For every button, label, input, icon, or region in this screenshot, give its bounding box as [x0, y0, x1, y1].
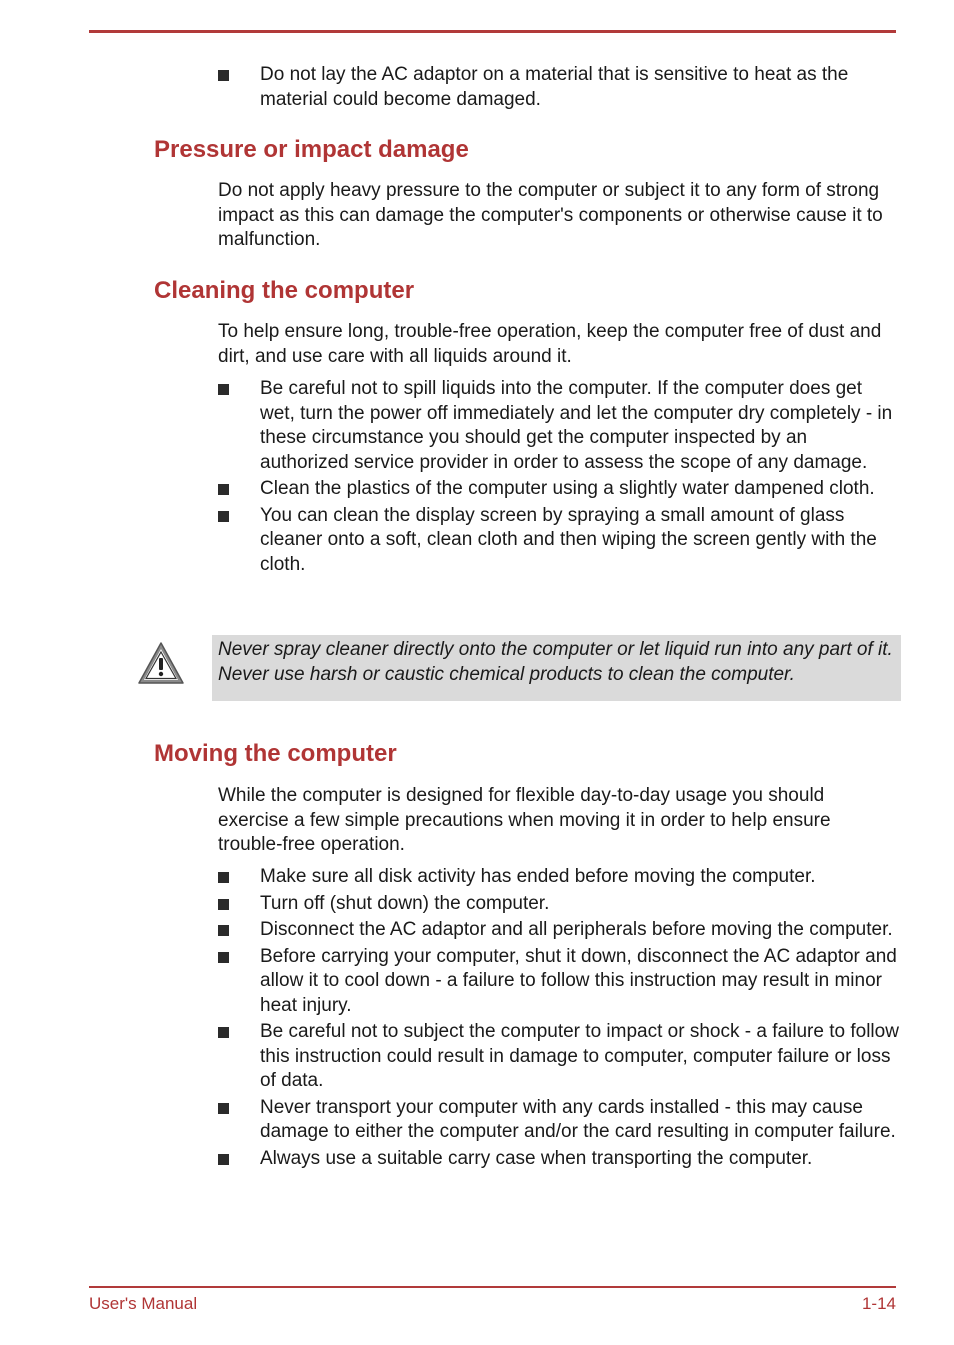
- list-item: Disconnect the AC adaptor and all peripherals before moving the computer.: [218, 918, 900, 943]
- top-bullet-list: [218, 63, 900, 114]
- square-bullet-icon: [218, 1154, 229, 1165]
- square-bullet-icon: [218, 70, 229, 81]
- square-bullet-icon: [218, 1027, 229, 1038]
- list-item: Never transport your computer with any cards installed - this may cause damage to either the computer and/or the card resulting in computer failure.: [218, 1096, 900, 1145]
- pressure-paragraph: Do not apply heavy pressure to the computer or subject it to any form of strong impact as this can damage the computer's components or otherwise cause it to malfunction.: [218, 180, 883, 250]
- footer-rule: [89, 1286, 896, 1288]
- list-item: Before carrying your computer, shut it down, disconnect the AC adaptor and allow it to cool down - a failure to follow this instruction may result in minor heat injury.: [218, 945, 900, 1019]
- cleaning-bullet-list: [218, 377, 900, 579]
- header-rule: [89, 30, 896, 33]
- moving-bullet-list: [218, 865, 900, 1173]
- list-item: Do not lay the AC adaptor on a material that is sensitive to heat as the material could become damaged.: [218, 63, 900, 112]
- square-bullet-icon: [218, 952, 229, 963]
- section-heading-cleaning: Cleaning the computer: [154, 277, 415, 304]
- square-bullet-icon: [218, 899, 229, 910]
- list-item: Be careful not to spill liquids into the computer. If the computer does get wet, turn the power off immediately and let the computer dry completely - in these circumstance you should get the computer inspected by an authorized service provider in order to assess the scope of any damage.: [218, 377, 900, 475]
- list-item: You can clean the display screen by spraying a small amount of glass cleaner onto a soft, clean cloth and then wiping the screen gently with the cloth.: [218, 504, 900, 578]
- square-bullet-icon: [218, 484, 229, 495]
- cleaning-intro: To help ensure long, trouble-free operation, keep the computer free of dust and dirt, and use care with all liquids around it.: [218, 321, 882, 367]
- list-item: Turn off (shut down) the computer.: [218, 892, 900, 917]
- square-bullet-icon: [218, 384, 229, 395]
- list-item: Make sure all disk activity has ended before moving the computer.: [218, 865, 900, 890]
- footer-title: User's Manual: [89, 1294, 198, 1313]
- list-item: Clean the plastics of the computer using a slightly water dampened cloth.: [218, 477, 900, 502]
- warning-callout: [212, 635, 901, 701]
- square-bullet-icon: [218, 1103, 229, 1114]
- warning-triangle-icon: [136, 639, 186, 689]
- page-number: 1-14: [861, 1294, 896, 1313]
- list-item: Always use a suitable carry case when transporting the computer.: [218, 1147, 900, 1172]
- list-item: Be careful not to subject the computer to impact or shock - a failure to follow this instruction could result in damage to computer, computer failure or loss of data.: [218, 1020, 900, 1094]
- warning-text: Never spray cleaner directly onto the computer or let liquid run into any part of it. Never use harsh or caustic chemical products to clean the computer.: [218, 639, 893, 685]
- square-bullet-icon: [218, 872, 229, 883]
- square-bullet-icon: [218, 925, 229, 936]
- section-heading-pressure: Pressure or impact damage: [154, 136, 469, 163]
- square-bullet-icon: [218, 511, 229, 522]
- moving-intro: While the computer is designed for flexible day-to-day usage you should exercise a few simple precautions when moving it in order to help ensure trouble-free operation.: [218, 785, 831, 855]
- section-heading-moving: Moving the computer: [154, 740, 397, 767]
